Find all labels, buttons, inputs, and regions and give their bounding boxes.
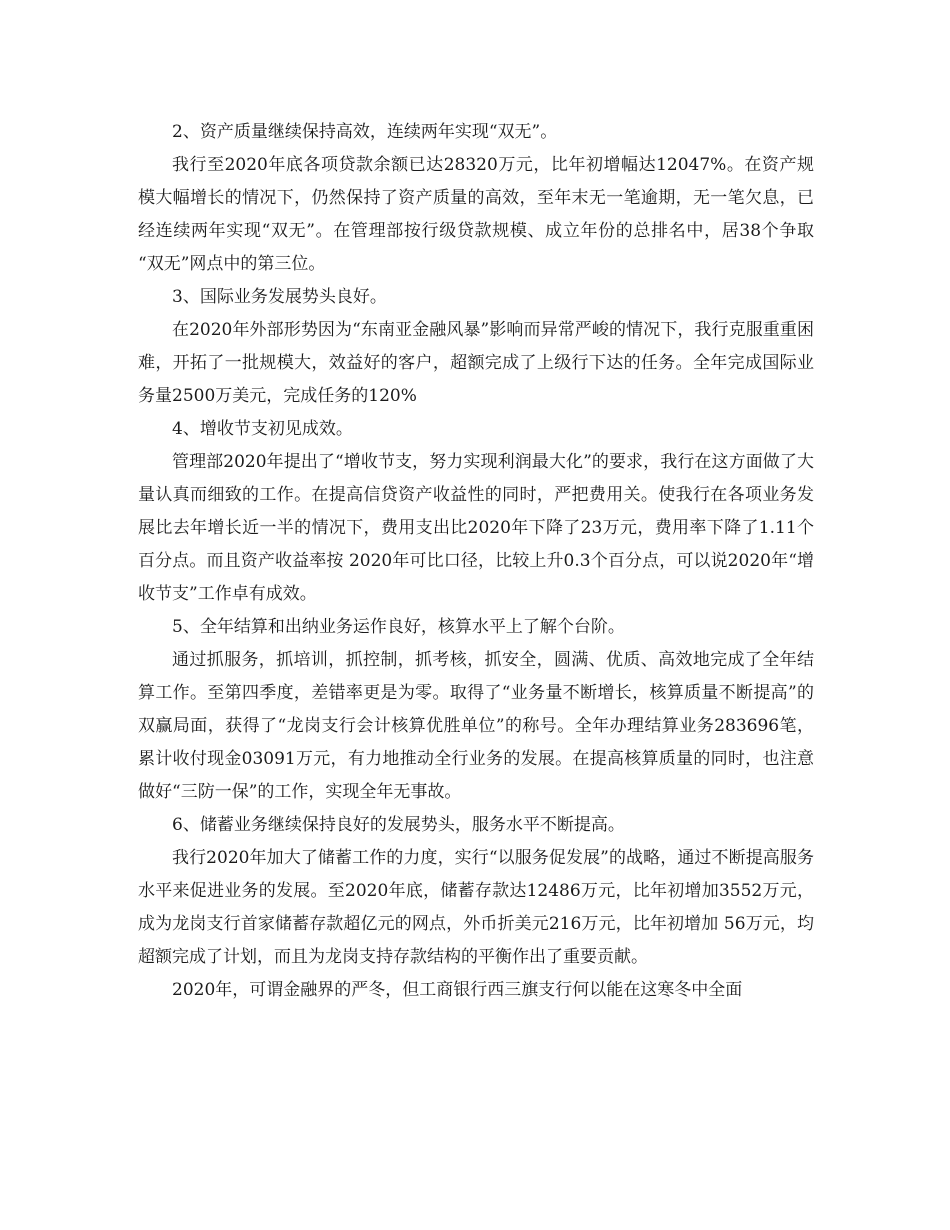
- paragraph-conclusion: 2020年，可谓金融界的严冬，但工商银行西三旗支行何以能在这寒冬中全面: [172, 980, 743, 1000]
- section-heading-settlement: 5、全年结算和出纳业务运作良好，核算水平上了解个台阶。: [172, 617, 625, 637]
- paragraph-loans: 我行至2020年底各项贷款余额已达28320万元，比年初增幅达12047%。在资产规模大幅增长的情况下，仍然保持了资产质量的高效，至年末无一笔逾期，无一笔欠息，已经连续两年实现“双无”。在管理部按行级贷款规模、成立年份的总排名中，居38个争取 “双无”网点中的第三位。: [138, 155, 814, 274]
- document-body: [138, 116, 814, 1007]
- section-heading-asset-quality: 2、资产质量继续保持高效，连续两年实现“双无”。: [172, 122, 558, 142]
- paragraph-savings: 我行2020年加大了储蓄工作的力度，实行“以服务促发展”的战略，通过不断提高服务水平来促进业务的发展。至2020年底，储蓄存款达12486万元，比年初增加3552万元，成为龙岗支行首家储蓄存款超亿元的网点，外币折美元216万元，比年初增加 56万元，均超额完成了计划，而且为龙岗支持存款结构的平衡作出了重要贡献。: [138, 848, 814, 967]
- section-heading-cost-saving: 4、增收节支初见成效。: [172, 419, 353, 439]
- paragraph-cost-saving: 管理部2020年提出了“增收节支，努力实现利润最大化”的要求，我行在这方面做了大量认真而细致的工作。在提高信贷资产收益性的同时，严把费用关。使我行在各项业务发展比去年增长近一半的情况下，费用支出比2020年下降了23万元，费用率下降了1.11个百分点。而且资产收益率按 2020年可比口径，比较上升0.3个百分点，可以说2020年“增收节支”工作卓有成效。: [138, 452, 814, 604]
- section-heading-savings: 6、储蓄业务继续保持良好的发展势头，服务水平不断提高。: [172, 815, 625, 835]
- paragraph-settlement: 通过抓服务，抓培训，抓控制，抓考核，抓安全，圆满、优质、高效地完成了全年结算工作。至第四季度，差错率更是为零。取得了“业务量不断增长，核算质量不断提高”的双赢局面，获得了“龙岗支行会计核算优胜单位”的称号。全年办理结算业务283696笔，累计收付现金03091万元，有力地推动全行业务的发展。在提高核算质量的同时，也注意做好“三防一保”的工作，实现全年无事故。: [138, 650, 814, 802]
- section-heading-international: 3、国际业务发展势头良好。: [172, 287, 387, 307]
- paragraph-international: 在2020年外部形势因为“东南亚金融风暴”影响而异常严峻的情况下，我行克服重重困难，开拓了一批规模大，效益好的客户，超额完成了上级行下达的任务。全年完成国际业务量2500万美元，完成任务的120%: [138, 320, 814, 406]
